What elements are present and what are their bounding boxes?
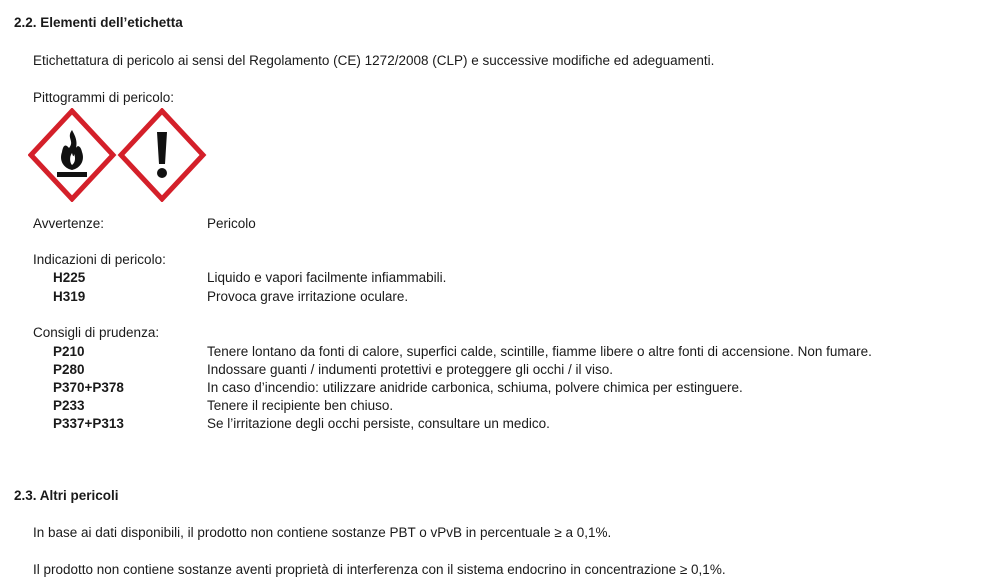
precaution-statement-row [0,362,1000,380]
pictogram-group [28,108,208,202]
precaution-text: Se l’irritazione degli occhi persiste, consultare un medico. [207,416,550,431]
signal-word-value: Pericolo [207,216,256,231]
precaution-statement-row [0,398,1000,416]
precaution-code: P370+P378 [53,380,124,395]
flame-icon [31,111,113,199]
precaution-statement-row [0,344,1000,362]
hazard-text: Provoca grave irritazione oculare. [207,289,409,304]
label-intro-text: Etichettatura di pericolo ai sensi del Regolamento (CE) 1272/2008 (CLP) e successive modifiche ed adeguamenti. [33,53,715,68]
precaution-text: Tenere il recipiente ben chiuso. [207,398,394,413]
precaution-code: P233 [53,398,85,413]
precaution-statement-row [0,380,1000,398]
hazard-statement-row [0,289,1000,307]
signal-word-label: Avvertenze: [33,216,105,231]
precaution-text: Tenere lontano da fonti di calore, superfici calde, scintille, fiamme libere o altre fonti di accensione. Non fumare. [207,344,872,359]
precaution-text: Indossare guanti / indumenti protettivi e proteggere gli occhi / il viso. [207,362,613,377]
exclamation-icon [121,111,203,199]
section-2-2-heading: 2.2. Elementi dell’etichetta [14,15,183,30]
precaution-code: P210 [53,344,85,359]
hazard-code: H319 [53,289,86,304]
section-2-3-heading: 2.3. Altri pericoli [14,488,119,503]
other-hazards-paragraph-2: Il prodotto non contiene sostanze aventi proprietà di interferenza con il sistema endocrino in concentrazione ≥ 0,1%. [33,562,726,577]
hazard-text: Liquido e vapori facilmente infiammabili. [207,270,447,285]
pictograms-label: Pittogrammi di pericolo: [33,90,175,105]
precaution-code: P337+P313 [53,416,124,431]
hazard-pictograms [28,108,208,202]
hazard-statements-label: Indicazioni di pericolo: [33,252,166,267]
hazard-statement-row [0,270,1000,288]
hazard-code: H225 [53,270,86,285]
precaution-text: In caso d’incendio: utilizzare anidride carbonica, schiuma, polvere chimica per estinguere. [207,380,743,395]
precaution-statement-row [0,416,1000,434]
precaution-code: P280 [53,362,85,377]
other-hazards-paragraph-1: In base ai dati disponibili, il prodotto non contiene sostanze PBT o vPvB in percentuale ≥ a 0,1%. [33,525,612,540]
precaution-statements-label: Consigli di prudenza: [33,325,160,340]
